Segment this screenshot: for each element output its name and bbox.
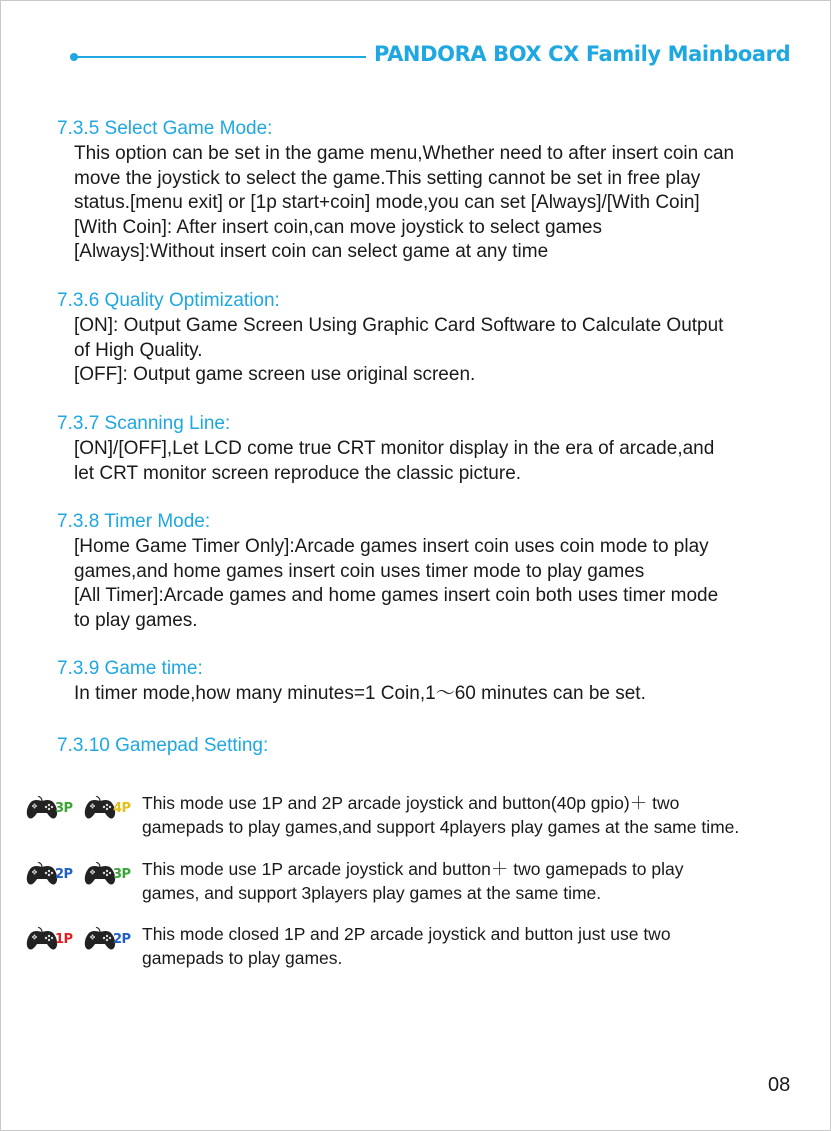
gamepad-icon — [25, 792, 80, 822]
gamepad-mode-line: This mode closed 1P and 2P arcade joystick and button just use two — [142, 924, 671, 944]
gamepad-mode-line: gamepads to play games,and support 4players play games at the same time. — [142, 816, 740, 837]
gamepad-icon — [83, 858, 138, 888]
section — [57, 117, 797, 265]
player-tag: 3P — [113, 867, 131, 882]
section-title: 7.3.10 Gamepad Setting: — [57, 735, 269, 756]
header-rule — [74, 56, 366, 58]
section — [57, 657, 797, 707]
gamepad-icon — [83, 792, 138, 822]
section-line: This option can be set in the game menu,Whether need to after insert coin can — [74, 143, 735, 164]
gamepad-mode-icons — [25, 858, 137, 888]
gamepad-mode-line: gamepads to play games. — [142, 947, 343, 968]
gamepad-mode-line: This mode use 1P and 2P arcade joystick and button(40p gpio)＋ two — [142, 793, 680, 813]
player-tag: 2P — [55, 867, 73, 882]
section-line: In timer mode,how many minutes=1 Coin,1～60 minutes can be set. — [74, 683, 646, 704]
section-line: [Always]:Without insert coin can select game at any time — [74, 241, 549, 263]
section-line: [OFF]: Output game screen use original screen. — [74, 364, 476, 386]
section-line: [All Timer]:Arcade games and home games insert coin both uses timer mode — [74, 585, 719, 607]
section-title: 7.3.5 Select Game Mode: — [57, 118, 273, 139]
section-title: 7.3.8 Timer Mode: — [57, 511, 211, 532]
player-tag: 1P — [55, 932, 73, 947]
page-number: 08 — [768, 1074, 791, 1096]
gamepad-mode-line: This mode use 1P arcade joystick and button＋ two gamepads to play — [142, 859, 684, 879]
gamepad-mode-icons — [25, 792, 137, 822]
section — [57, 734, 797, 759]
section-title: 7.3.6 Quality Optimization: — [57, 290, 280, 311]
section-line: status.[menu exit] or [1p start+coin] mode,you can set [Always]/[With Coin] — [74, 192, 700, 214]
section-line: [ON]: Output Game Screen Using Graphic Card Software to Calculate Output — [74, 315, 724, 336]
player-tag: 3P — [55, 801, 73, 816]
section-line: of High Quality. — [74, 339, 203, 361]
section — [57, 412, 797, 486]
player-tag: 4P — [113, 801, 131, 816]
section-title: 7.3.7 Scanning Line: — [57, 413, 231, 434]
section-line: [Home Game Timer Only]:Arcade games insert coin uses coin mode to play — [74, 536, 709, 557]
section-line: move the joystick to select the game.This setting cannot be set in free play — [74, 167, 701, 189]
section-line: to play games. — [74, 609, 198, 631]
gamepad-mode-description — [142, 792, 739, 839]
gamepad-mode-description — [142, 858, 684, 905]
section-body — [74, 535, 797, 633]
section-body — [74, 437, 797, 486]
header-title: PANDORA BOX CX Family Mainboard — [374, 42, 791, 66]
section-line: [With Coin]: After insert coin,can move joystick to select games — [74, 216, 602, 238]
section-line: let CRT monitor screen reproduce the classic picture. — [74, 462, 522, 484]
gamepad-icon — [83, 923, 138, 953]
section-body — [74, 682, 797, 707]
section-title: 7.3.9 Game time: — [57, 658, 203, 679]
gamepad-mode-line: games, and support 3players play games at the same time. — [142, 882, 602, 903]
section-line: games,and home games insert coin uses timer mode to play games — [74, 560, 645, 582]
section-body — [74, 142, 797, 265]
section — [57, 289, 797, 388]
gamepad-mode-description — [142, 923, 671, 970]
gamepad-icon — [25, 858, 80, 888]
section-line: [ON]/[OFF],Let LCD come true CRT monitor display in the era of arcade,and — [74, 438, 715, 459]
player-tag: 2P — [113, 932, 131, 947]
gamepad-mode-icons — [25, 923, 137, 953]
section-body — [74, 314, 797, 388]
gamepad-icon — [25, 923, 80, 953]
section — [57, 510, 797, 633]
